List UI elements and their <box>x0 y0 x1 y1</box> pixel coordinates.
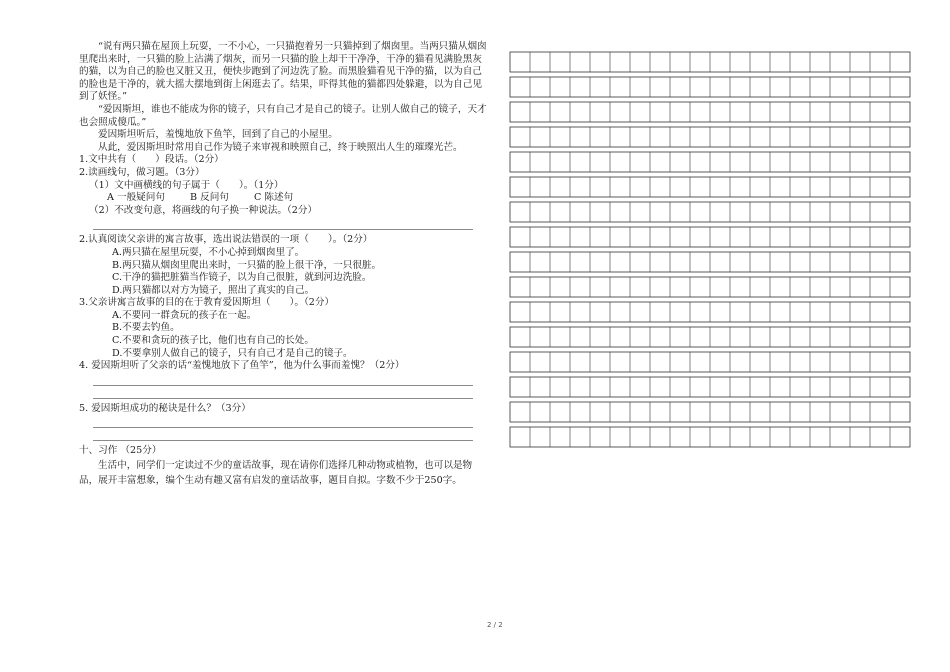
writing-grid-canvas[interactable] <box>508 50 912 450</box>
question-3: 2.认真阅读父亲讲的寓言故事，选出说法错误的一项（ ）。（2分） <box>79 234 373 246</box>
option-a: A 一般疑问句 <box>107 192 165 204</box>
option-c: C 陈述句 <box>253 192 294 204</box>
story-paragraph-2: “爱因斯坦，谁也不能成为你的镜子，只有自己才是自己的镜子。让别人做自己的镜子，天才也会照成傻瓜。” <box>79 103 487 128</box>
writing-grid[interactable] <box>508 50 912 454</box>
answer-line[interactable] <box>93 217 473 230</box>
story-paragraph-4: 从此，爱因斯坦时常用自己作为镜子来审视和映照自己，终于映照出人生的璀璨光芒。 <box>98 141 463 153</box>
question-3-option-a: A.两只猫在屋里玩耍，不小心掉到烟囱里了。 <box>112 246 305 258</box>
answer-line[interactable] <box>93 373 473 386</box>
question-3-option-c: C.干净的猫把脏猫当作镜子，以为自己很脏，就到河边洗脸。 <box>112 272 372 284</box>
composition-heading: 十、习作 （25分） <box>79 445 162 457</box>
story-paragraph-3: 爱因斯坦听后，羞愧地放下鱼竿，回到了自己的小屋里。 <box>98 129 338 141</box>
question-5: 4. 爱因斯坦听了父亲的话“羞愧地放下了鱼竿”，他为什么事而羞愧？（2分） <box>79 360 405 372</box>
question-2-part-1-options <box>79 192 489 205</box>
question-3-option-b: B.两只猫从烟囱里爬出来时，一只猫的脸上很干净，一只很脏。 <box>112 259 382 271</box>
question-3-option-d: D.两只猫都以对方为镜子，照出了真实的自己。 <box>112 284 315 296</box>
question-4-option-a: A.不要同一群贪玩的孩子在一起。 <box>112 309 257 321</box>
composition-prompt: 生活中，同学们一定读过不少的童话故事，现在请你们选择几种动物或植物，也可以是物品，展开丰富想象，编个生动有趣又富有启发的童话故事，题目自拟。字数不少于250字。 <box>79 460 473 487</box>
answer-line[interactable] <box>93 428 473 441</box>
question-4: 3.父亲讲寓言故事的目的在于教育爱因斯坦（ ）。（2分） <box>79 297 335 309</box>
page-number: 2 / 2 <box>487 621 503 629</box>
question-2-part-1: （1）文中画横线的句子属于（ ）。（1分） <box>89 179 284 191</box>
option-b: B 反问句 <box>190 192 229 204</box>
question-4-option-c: C.不要和贪玩的孩子比，他们也有自己的长处。 <box>112 335 314 347</box>
question-4-option-b: B.不要去钓鱼。 <box>112 322 180 334</box>
question-6: 5. 爱因斯坦成功的秘诀是什么？（3分） <box>79 402 251 414</box>
story-paragraph-1: “说有两只猫在屋顶上玩耍，一不小心，一只猫抱着另一只猫掉到了烟囱里。当两只猫从烟囱里爬出来时，一只猫的脸上沾满了烟灰，而另一只猫的脸上却干干净净，干净的猫看见满脸黑灰的猫，以为自己的脸也又脏又丑，便快步跑到了河边洗了脸。而黑脸猫看见干净的猫，以为自己的脸也是干净的，就大摇大摆地到街上闲逛去了。结果，吓得其他的猫都四处躲避，以为自己见到了妖怪。” <box>79 41 487 103</box>
question-1: 1.文中共有（ ）段话。（2分） <box>79 154 224 166</box>
answer-line[interactable] <box>93 415 473 428</box>
reading-section <box>79 41 489 488</box>
question-2: 2.读画线句，做习题。（3分） <box>79 166 205 178</box>
answer-line[interactable] <box>93 386 473 399</box>
question-4-option-d: D.不要拿别人做自己的镜子，只有自己才是自己的镜子。 <box>112 347 353 359</box>
question-2-part-2: （2）不改变句意，将画线的句子换一种说法。（2分） <box>89 204 318 216</box>
